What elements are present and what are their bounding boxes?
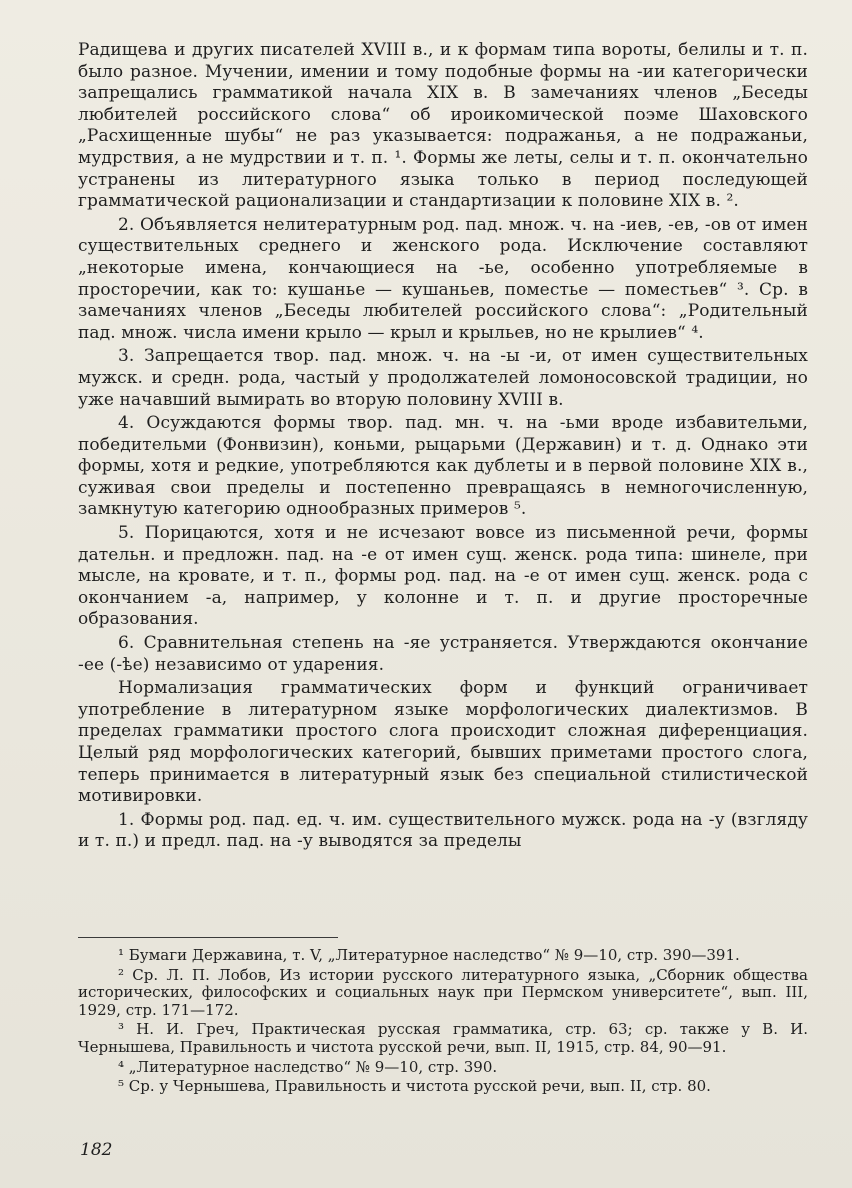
footnote-5: ⁵ Ср. у Чернышева, Правильность и чистота русской речи, вып. II, стр. 80. [118,1077,711,1096]
paragraph-8: 1. Формы род. пад. ед. ч. им. существительного мужск. рода на -у (взгляду и т. п.) и предл. пад. на -у выводятся за пределы [78,809,808,852]
paragraph-1: Радищева и других писателей XVIII в., и к формам типа вороты, белилы и т. п. было разное. Мучении, имении и тому подобные формы на -ии категорически запрещались грамматикой начала XIX в. В замечаниях членов „Беседы любителей российского слова“ об ироикомической поэме Шаховского „Расхищенные шубы“ не раз указывается: подражанья, а не подражаньи, мудрствия, а не мудрствии и т. п. ¹. Формы же леты, селы и т. п. окончательно устранены из литературного языка только в период последующей грамматической рационализации и стандартизации к половине XIX в. ². [78,40,808,212]
footnote-2: ² Ср. Л. П. Лобов, Из истории русского литературного языка, „Сборник общества исторических, философских и социальных наук при Пермском университете“, вып. III, 1929, стр. 171—172. [78,965,808,1019]
main-text [78,40,808,853]
footnote-4: ⁴ „Литературное наследство“ № 9—10, стр. 390. [118,1057,498,1076]
paragraph-7: Нормализация грамматических форм и функций ограничивает употребление в литературном языке морфологических диалектизмов. В пределах грамматики простого слога происходит сложная диференциация. Целый ряд морфологических категорий, бывших приметами простого слога, теперь принимается в литературный язык без специальной стилистической мотивировки. [78,678,808,807]
paragraph-3: 3. Запрещается твор. пад. множ. ч. на -ы -и, от имен существительных мужск. и средн. рода, частый у продолжателей ломоносовской традиции, но уже начавший вымирать во вторую половину XVIII в. [78,346,808,410]
footnotes [78,947,808,1098]
paragraph-2: 2. Объявляется нелитературным род. пад. множ. ч. на -иев, -ев, -ов от имен существительных среднего и женского рода. Исключение составляют „некоторые имена, кончающиеся на -ье, особенно употребляемые в просторечии, как то: кушанье — кушаньев, поместье — поместьев“ ³. Ср. в замечаниях членов „Беседы любителей российского слова“: „Родительный пад. множ. числа имени крыло — крыл и крыльев, но не крылиев“ ⁴. [78,214,808,343]
paragraph-4: 4. Осуждаются формы твор. пад. мн. ч. на -ьми вроде избавительми, победительми (Фонвизин), коньми, рыцарьми (Державин) и т. д. Однако эти формы, хотя и редкие, употребляются как дублеты и в первой половине XIX в., суживая свои пределы и постепенно превращаясь в немногочисленную, замкнутую категорию однообразных примеров ⁵. [78,413,808,520]
page-number: 182 [80,1140,113,1160]
paragraph-5: 5. Порицаются, хотя и не исчезают вовсе из письменной речи, формы дательн. и предложн. пад. на -е от имен сущ. женск. рода типа: шинеле, при мысле, на кровате, и т. п., формы род. пад. на -е от имен сущ. женск. рода с окончанием -а, например, у колонне и т. п. и другие просторечные образования. [78,523,808,630]
footnote-3: ³ Н. И. Греч, Практическая русская грамматика, стр. 63; ср. также у В. И. Чернышева, Правильность и чистота русской речи, вып. II, 1915, стр. 84, 90—91. [78,1020,808,1056]
paragraph-6: 6. Сравнительная степень на -яе устраняется. Утверждаются окончание -ее (-ѣе) независимо от ударения. [78,633,808,675]
footnote-divider [78,937,338,938]
footnote-1: ¹ Бумаги Державина, т. V, „Литературное наследство“ № 9—10, стр. 390—391. [118,946,740,964]
